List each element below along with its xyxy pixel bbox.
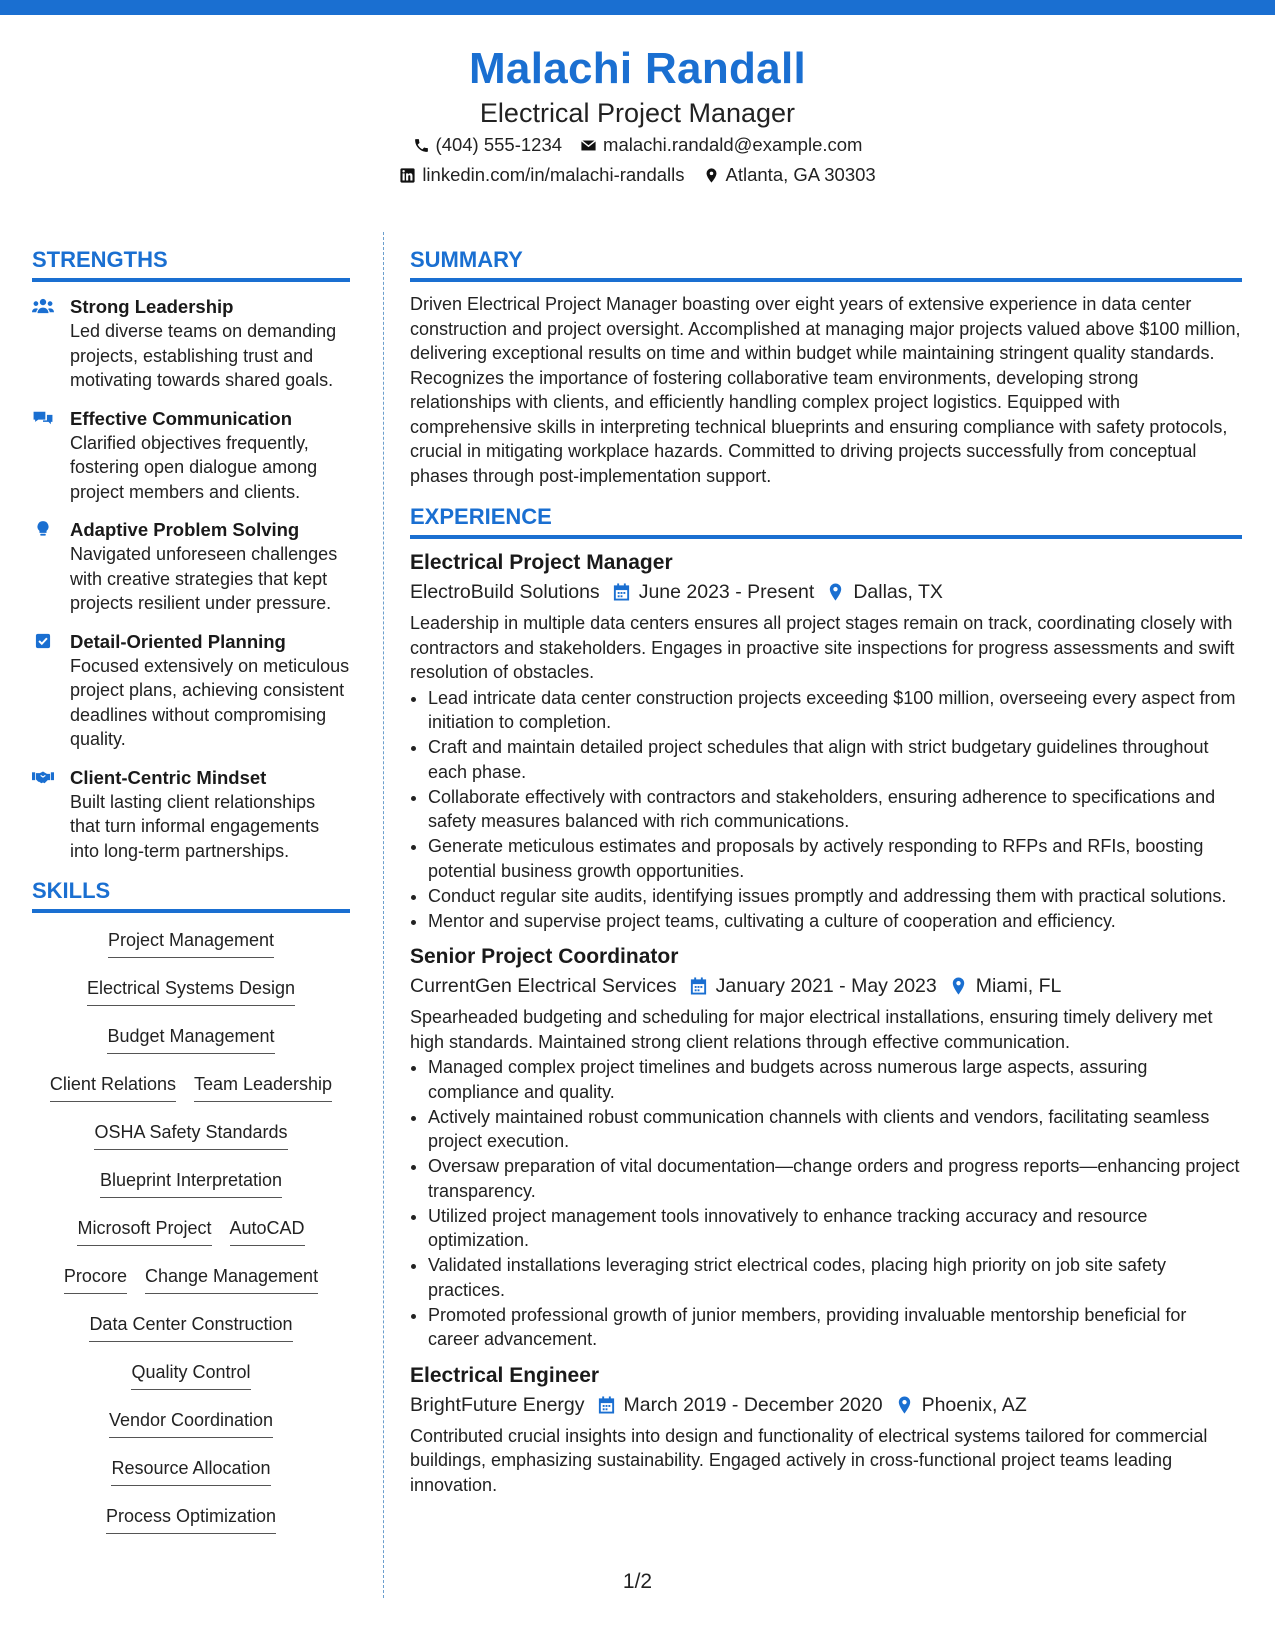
bullet-item: • Promoted professional growth of junior members, providing invaluable mentorship beneficial for career advancement.	[428, 1303, 1242, 1352]
page-number: 1/2	[622, 1570, 653, 1593]
job-meta	[410, 971, 1242, 1001]
envelope-icon	[580, 137, 597, 154]
top-accent-bar	[0, 0, 1275, 15]
strength-title: Detail-Oriented Planning	[70, 630, 286, 652]
lightbulb-icon	[32, 520, 54, 538]
candidate-name: Malachi Randall	[468, 44, 807, 93]
linkedin-contact[interactable]	[399, 160, 684, 190]
phone-text: (404) 555-1234	[435, 134, 563, 155]
strength-title: Strong Leadership	[70, 296, 234, 317]
right-column	[410, 245, 1242, 1497]
email-text: malachi.randald@example.com	[603, 134, 863, 155]
strength-desc: Clarified objectives frequently, fostering open dialogue among project members and clients.	[70, 432, 318, 502]
checkbox-icon	[32, 632, 54, 650]
skill-tag: Electrical Systems Design	[87, 971, 295, 1006]
skill-tag: Client Relations	[50, 1067, 176, 1102]
summary-text: Driven Electrical Project Manager boasting over eight years of extensive experience in data center construction and project oversight. Accomplished at managing major projects valued above $100 million, delivering exceptional results on time and within budget while maintaining stringent quality standards. Recognizes the importance of fostering collaborative team environments, developing strong relationships with clients, and efficiently handling complex project logistics. Equipped with comprehensive skills in interpreting technical blueprints and ensuring compliance with safety protocols, crucial in mitigating workplace hazards. Committed to driving projects successfully from conceptual phases through post-implementation support.	[410, 294, 1241, 486]
map-pin-icon	[703, 167, 720, 184]
map-pin-icon	[895, 1395, 914, 1415]
skill-tag: OSHA Safety Standards	[94, 1115, 287, 1150]
users-icon	[32, 297, 54, 315]
skill-tag: AutoCAD	[230, 1211, 305, 1246]
strengths-heading: STRENGTHS	[32, 245, 350, 282]
skill-tag: Procore	[64, 1259, 127, 1294]
contact-row-1	[0, 130, 1275, 160]
experience-heading: EXPERIENCE	[410, 502, 1242, 539]
job-entry	[410, 1362, 1242, 1498]
job-dates: January 2021 - May 2023	[715, 975, 937, 997]
bullet-item: • Mentor and supervise project teams, cultivating a culture of cooperation and efficiency.	[428, 909, 1242, 934]
strength-desc: Focused extensively on meticulous project plans, achieving consistent deadlines without compromising quality.	[70, 655, 350, 749]
job-dates: March 2019 - December 2020	[623, 1393, 883, 1416]
strength-item	[32, 765, 350, 864]
job-meta	[410, 577, 1242, 607]
company-name: CurrentGen Electrical Services	[410, 975, 677, 997]
bullet-item: • Collaborate effectively with contractors and stakeholders, ensuring adherence to specifications and safety measures balanced with rich communications.	[428, 785, 1242, 834]
company-name: ElectroBuild Solutions	[410, 581, 600, 603]
skill-tag: Vendor Coordination	[109, 1403, 273, 1438]
strength-item	[32, 629, 350, 752]
job-location: Phoenix, AZ	[921, 1393, 1027, 1416]
job-title: Electrical Project Manager	[410, 551, 673, 574]
job-location: Miami, FL	[975, 975, 1062, 997]
location-text: Atlanta, GA 30303	[725, 164, 876, 185]
contact-row-2	[0, 160, 1275, 190]
linkedin-icon	[399, 167, 416, 184]
job-description: Contributed crucial insights into design and functionality of electrical systems tailored for commercial buildings, emphasizing sustainability. Engaged actively in cross-functional project teams leading innovation.	[410, 1425, 1208, 1495]
job-title: Senior Project Coordinator	[410, 945, 679, 968]
phone-icon	[413, 137, 430, 154]
bullet-item: • Managed complex project timelines and budgets across numerous large aspects, assuring compliance and quality.	[428, 1055, 1242, 1104]
map-pin-icon	[826, 582, 845, 602]
column-divider	[383, 232, 384, 1598]
job-meta	[410, 1390, 1242, 1420]
job-bullets	[410, 1055, 1242, 1352]
location-contact	[703, 160, 876, 190]
strength-title: Effective Communication	[70, 407, 293, 429]
bullet-item: • Oversaw preparation of vital documentation—change orders and progress reports—enhancing project transparency.	[428, 1154, 1242, 1203]
skills-heading: SKILLS	[32, 876, 350, 913]
linkedin-text: linkedin.com/in/malachi-randalls	[422, 164, 685, 185]
strength-desc: Navigated unforeseen challenges with creative strategies that kept projects resilient under pressure.	[70, 544, 338, 613]
bullet-item: • Generate meticulous estimates and proposals by actively responding to RFPs and RFIs, boosting potential business growth opportunities.	[428, 834, 1242, 883]
job-location: Dallas, TX	[853, 581, 943, 603]
job-entry	[410, 549, 1242, 933]
strengths-list	[32, 294, 350, 863]
strength-title: Adaptive Problem Solving	[70, 519, 300, 540]
job-entry	[410, 943, 1242, 1352]
bullet-item: • Actively maintained robust communication channels with clients and vendors, facilitating seamless project execution.	[428, 1105, 1242, 1154]
skill-tag: Resource Allocation	[111, 1451, 270, 1486]
email-contact[interactable]	[580, 130, 862, 160]
job-dates: June 2023 - Present	[638, 581, 815, 603]
handshake-icon	[32, 768, 54, 786]
calendar-icon	[689, 976, 708, 996]
skills-list	[32, 923, 350, 1547]
strength-desc: Led diverse teams on demanding projects, establishing trust and motivating towards shared goals.	[70, 321, 337, 390]
strength-desc: Built lasting client relationships that turn informal engagements into long-term partnerships.	[70, 791, 320, 861]
job-bullets	[410, 686, 1242, 934]
company-name: BrightFuture Energy	[410, 1393, 585, 1416]
strength-item	[32, 406, 350, 505]
candidate-role: Electrical Project Manager	[479, 98, 796, 128]
chat-icon	[32, 409, 54, 427]
strength-item	[32, 294, 350, 393]
summary-heading: SUMMARY	[410, 245, 1242, 282]
skill-tag: Microsoft Project	[77, 1211, 211, 1246]
job-title: Electrical Engineer	[410, 1363, 600, 1387]
strength-title: Client-Centric Mindset	[70, 766, 267, 788]
calendar-icon	[597, 1395, 616, 1415]
skill-tag: Team Leadership	[194, 1067, 332, 1102]
skill-tag: Data Center Construction	[89, 1307, 292, 1342]
job-description: Spearheaded budgeting and scheduling for major electrical installations, ensuring timely delivery met high standards. Maintained strong client relations through effective communication.	[410, 1007, 1213, 1052]
bullet-item: • Conduct regular site audits, identifying issues promptly and addressing them with practical solutions.	[428, 884, 1242, 909]
map-pin-icon	[949, 976, 968, 996]
skill-tag: Change Management	[145, 1259, 318, 1294]
resume-header	[0, 40, 1275, 190]
skill-tag: Budget Management	[107, 1019, 274, 1054]
skill-tag: Quality Control	[131, 1355, 250, 1390]
job-description: Leadership in multiple data centers ensures all project stages remain on track, coordinating closely with contractors and stakeholders. Engages in proactive site inspections for progress assessments and swift resolution of obstacles.	[410, 613, 1235, 682]
skill-tag: Project Management	[108, 923, 274, 958]
strength-item	[32, 517, 350, 616]
left-column	[32, 245, 350, 1547]
skill-tag: Blueprint Interpretation	[100, 1163, 282, 1198]
bullet-item: • Utilized project management tools innovatively to enhance tracking accuracy and resource optimization.	[428, 1204, 1242, 1253]
skill-tag: Process Optimization	[106, 1499, 276, 1534]
phone-contact[interactable]	[413, 130, 563, 160]
bullet-item: • Lead intricate data center construction projects exceeding $100 million, overseeing every aspect from initiation to completion.	[428, 686, 1242, 735]
bullet-item: • Craft and maintain detailed project schedules that align with strict budgetary guidelines throughout each phase.	[428, 735, 1242, 784]
calendar-icon	[612, 582, 631, 602]
bullet-item: • Validated installations leveraging strict electrical codes, placing high priority on job site safety practices.	[428, 1253, 1242, 1302]
